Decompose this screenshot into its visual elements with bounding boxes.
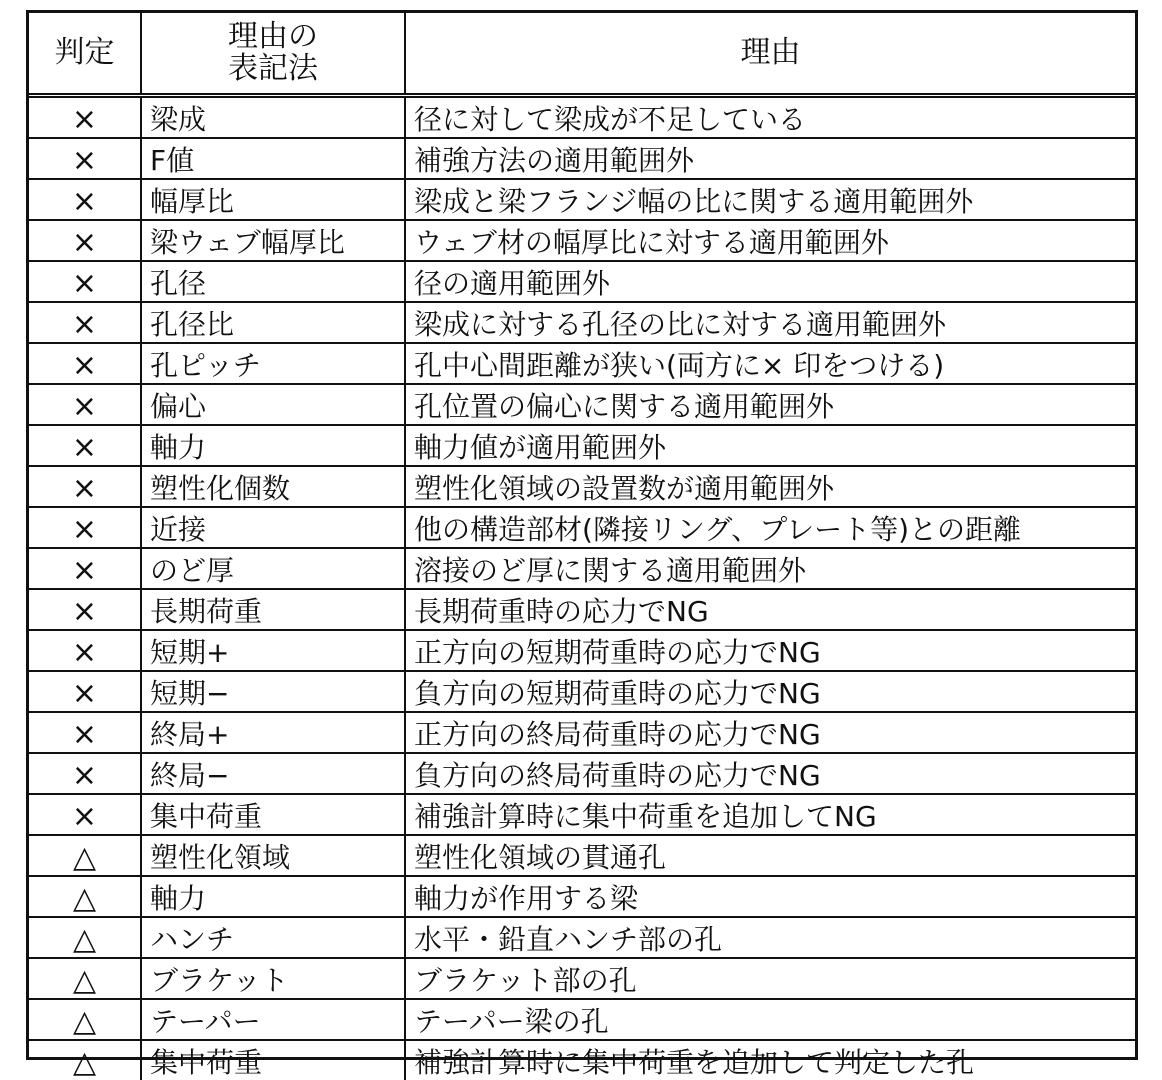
notation-cell: 孔径比 xyxy=(141,302,405,343)
notation-cell: のど厚 xyxy=(141,548,405,589)
reason-cell: 梁成に対する孔径の比に対する適用範囲外 xyxy=(405,302,1135,343)
table-row xyxy=(29,138,1135,179)
table-row xyxy=(29,630,1135,671)
reason-cell: 水平・鉛直ハンチ部の孔 xyxy=(405,917,1135,958)
judge-cell: × xyxy=(29,425,141,466)
reason-cell: 孔位置の偏心に関する適用範囲外 xyxy=(405,384,1135,425)
table-row xyxy=(29,753,1135,794)
reason-cell: 塑性化領域の貫通孔 xyxy=(405,835,1135,876)
notation-cell: 短期+ xyxy=(141,630,405,671)
table-row xyxy=(29,712,1135,753)
table-row xyxy=(29,96,1135,139)
reason-cell: 負方向の終局荷重時の応力でNG xyxy=(405,753,1135,794)
judge-cell: × xyxy=(29,220,141,261)
notation-cell: 短期− xyxy=(141,671,405,712)
judge-cell: × xyxy=(29,794,141,835)
header-notation-line2: 表記法 xyxy=(142,53,404,85)
judge-cell: △ xyxy=(29,876,141,917)
reason-cell: 梁成と梁フランジ幅の比に関する適用範囲外 xyxy=(405,179,1135,220)
judge-cell: △ xyxy=(29,958,141,999)
table-row xyxy=(29,466,1135,507)
table-row xyxy=(29,220,1135,261)
notation-cell: 塑性化領域 xyxy=(141,835,405,876)
notation-cell: ハンチ xyxy=(141,917,405,958)
reason-cell: 塑性化領域の設置数が適用範囲外 xyxy=(405,466,1135,507)
notation-cell: 孔径 xyxy=(141,261,405,302)
judgement-table xyxy=(29,13,1135,1080)
notation-cell: 集中荷重 xyxy=(141,794,405,835)
table-body xyxy=(29,96,1135,1080)
header-notation xyxy=(141,13,405,96)
notation-cell: 終局+ xyxy=(141,712,405,753)
notation-cell: 軸力 xyxy=(141,876,405,917)
notation-cell: 偏心 xyxy=(141,384,405,425)
reason-cell: 負方向の短期荷重時の応力でNG xyxy=(405,671,1135,712)
judge-cell: × xyxy=(29,589,141,630)
table-row xyxy=(29,917,1135,958)
notation-cell: 梁ウェブ幅厚比 xyxy=(141,220,405,261)
reason-cell: 径に対して梁成が不足している xyxy=(405,96,1135,139)
notation-cell: 幅厚比 xyxy=(141,179,405,220)
judgement-table-frame xyxy=(26,10,1138,1060)
judge-cell: × xyxy=(29,630,141,671)
table-header xyxy=(29,13,1135,96)
judge-cell: × xyxy=(29,261,141,302)
notation-cell: 梁成 xyxy=(141,96,405,139)
reason-cell: 溶接のど厚に関する適用範囲外 xyxy=(405,548,1135,589)
reason-cell: 補強計算時に集中荷重を追加してNG xyxy=(405,794,1135,835)
reason-cell: 径の適用範囲外 xyxy=(405,261,1135,302)
notation-cell: F値 xyxy=(141,138,405,179)
reason-cell: ブラケット部の孔 xyxy=(405,958,1135,999)
reason-cell: 補強方法の適用範囲外 xyxy=(405,138,1135,179)
judge-cell: × xyxy=(29,96,141,139)
table-row xyxy=(29,261,1135,302)
judge-cell: × xyxy=(29,302,141,343)
table-row xyxy=(29,794,1135,835)
notation-cell: 長期荷重 xyxy=(141,589,405,630)
table-row xyxy=(29,179,1135,220)
judge-cell: × xyxy=(29,384,141,425)
judge-cell: △ xyxy=(29,1040,141,1080)
notation-cell: 塑性化個数 xyxy=(141,466,405,507)
reason-cell: 補強計算時に集中荷重を追加して判定した孔 xyxy=(405,1040,1135,1080)
table-row xyxy=(29,343,1135,384)
judge-cell: × xyxy=(29,548,141,589)
reason-cell: 他の構造部材(隣接リング、プレート等)との距離 xyxy=(405,507,1135,548)
header-row xyxy=(29,13,1135,96)
table-row xyxy=(29,671,1135,712)
table-row xyxy=(29,1040,1135,1080)
notation-cell: 軸力 xyxy=(141,425,405,466)
header-judge: 判定 xyxy=(29,13,141,96)
reason-cell: ウェブ材の幅厚比に対する適用範囲外 xyxy=(405,220,1135,261)
judge-cell: × xyxy=(29,179,141,220)
notation-cell: テーパー xyxy=(141,999,405,1040)
table-row xyxy=(29,958,1135,999)
header-notation-line1: 理由の xyxy=(142,21,404,53)
reason-cell: 軸力が作用する梁 xyxy=(405,876,1135,917)
judge-cell: × xyxy=(29,712,141,753)
reason-cell: 軸力値が適用範囲外 xyxy=(405,425,1135,466)
reason-cell: 正方向の短期荷重時の応力でNG xyxy=(405,630,1135,671)
table-row xyxy=(29,548,1135,589)
header-reason: 理由 xyxy=(405,13,1135,96)
reason-cell: テーパー梁の孔 xyxy=(405,999,1135,1040)
judge-cell: × xyxy=(29,507,141,548)
judge-cell: △ xyxy=(29,999,141,1040)
notation-cell: 孔ピッチ xyxy=(141,343,405,384)
notation-cell: 近接 xyxy=(141,507,405,548)
judge-cell: × xyxy=(29,343,141,384)
table-row xyxy=(29,589,1135,630)
notation-cell: ブラケット xyxy=(141,958,405,999)
judge-cell: × xyxy=(29,138,141,179)
judge-cell: △ xyxy=(29,917,141,958)
table-row xyxy=(29,302,1135,343)
table-row xyxy=(29,876,1135,917)
judge-cell: △ xyxy=(29,835,141,876)
table-row xyxy=(29,835,1135,876)
reason-cell: 正方向の終局荷重時の応力でNG xyxy=(405,712,1135,753)
table-row xyxy=(29,507,1135,548)
table-row xyxy=(29,425,1135,466)
notation-cell: 終局− xyxy=(141,753,405,794)
notation-cell: 集中荷重 xyxy=(141,1040,405,1080)
table-row xyxy=(29,999,1135,1040)
table-row xyxy=(29,384,1135,425)
reason-cell: 孔中心間距離が狭い(両方に× 印をつける) xyxy=(405,343,1135,384)
judge-cell: × xyxy=(29,753,141,794)
judge-cell: × xyxy=(29,671,141,712)
reason-cell: 長期荷重時の応力でNG xyxy=(405,589,1135,630)
judge-cell: × xyxy=(29,466,141,507)
